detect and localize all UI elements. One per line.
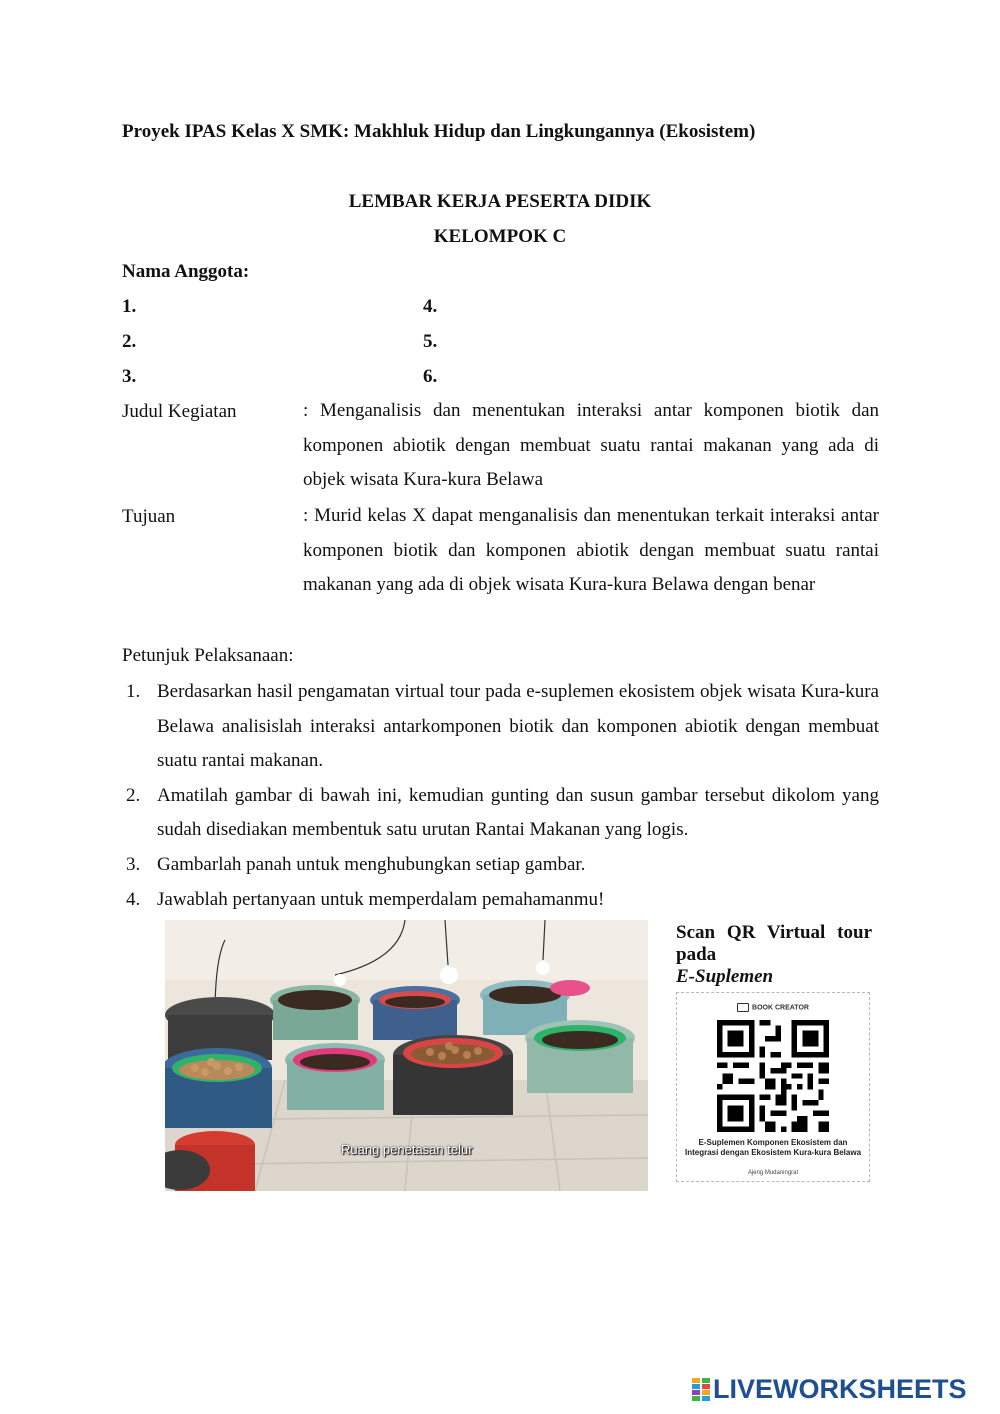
activity-text: : Menganalisis dan menentukan interaksi antar komponen biotik dan komponen abiotik dengan membuat suatu rantai makanan yang ada di objek wisata Kura-kura Belawa	[303, 400, 879, 491]
member-number: 1.	[122, 296, 137, 317]
photo-caption: Ruang penetasan telur	[341, 1142, 473, 1157]
member-number: 5.	[423, 331, 438, 352]
instruction-step: 1. Berdasarkan hasil pengamatan virtual tour pada e-suplemen ekosistem objek wisata Kura-kura Belawa analisislah interaksi antarkomponen biotik dan komponen abiotik dengan membuat suatu rantai makanan.	[126, 681, 879, 772]
qr-code-icon[interactable]	[717, 1020, 829, 1132]
instruction-step: 4. Jawablah pertanyaan untuk memperdalam pemahamanmu!	[126, 888, 605, 910]
qr-title: E-Suplemen Komponen Ekosistem dan Integrasi dengan Ekosistem Kura-kura Belawa	[684, 1138, 862, 1157]
liveworksheets-logo-icon	[692, 1378, 710, 1402]
liveworksheets-logo-text: LIVEWORKSHEETS	[713, 1374, 967, 1404]
goal-label: Tujuan	[122, 506, 176, 527]
activity-label: Judul Kegiatan	[122, 401, 237, 422]
member-number: 4.	[423, 296, 438, 317]
book-icon	[737, 1003, 749, 1012]
worksheet-title: LEMBAR KERJA PESERTA DIDIK	[348, 191, 652, 212]
qr-author: Ajeng Mudaningrat	[747, 1170, 799, 1176]
instruction-step: 2. Amatilah gambar di bawah ini, kemudian gunting dan susun gambar tersebut dikolom yang sudah disediakan membentuk satu urutan Rantai Makanan yang logis.	[126, 784, 879, 841]
book-creator-brand: BOOK CREATOR	[677, 1003, 869, 1012]
instruction-list	[122, 675, 879, 917]
group-title: KELOMPOK C	[433, 226, 567, 247]
goal-text: : Murid kelas X dapat menganalisis dan menentukan terkait interaksi antar komponen biotik dan komponen abiotik dengan membuat suatu rantai makanan yang ada di objek wisata Kura-kura Belawa dengan benar	[303, 505, 879, 596]
qr-heading: Scan QR Virtual tour pada E-Suplemen	[676, 922, 872, 987]
instruction-step: 3. Gambarlah panah untuk menghubungkan setiap gambar.	[126, 853, 586, 875]
egg-hatching-photo	[165, 920, 648, 1191]
member-number: 3.	[122, 366, 137, 387]
member-number: 6.	[423, 366, 438, 387]
member-number: 2.	[122, 331, 137, 352]
document-title: Proyek IPAS Kelas X SMK: Makhluk Hidup dan Lingkungannya (Ekosistem)	[122, 121, 756, 142]
instructions-label: Petunjuk Pelaksanaan:	[122, 645, 294, 666]
qr-card[interactable]	[676, 992, 870, 1182]
members-label: Nama Anggota:	[122, 261, 250, 282]
